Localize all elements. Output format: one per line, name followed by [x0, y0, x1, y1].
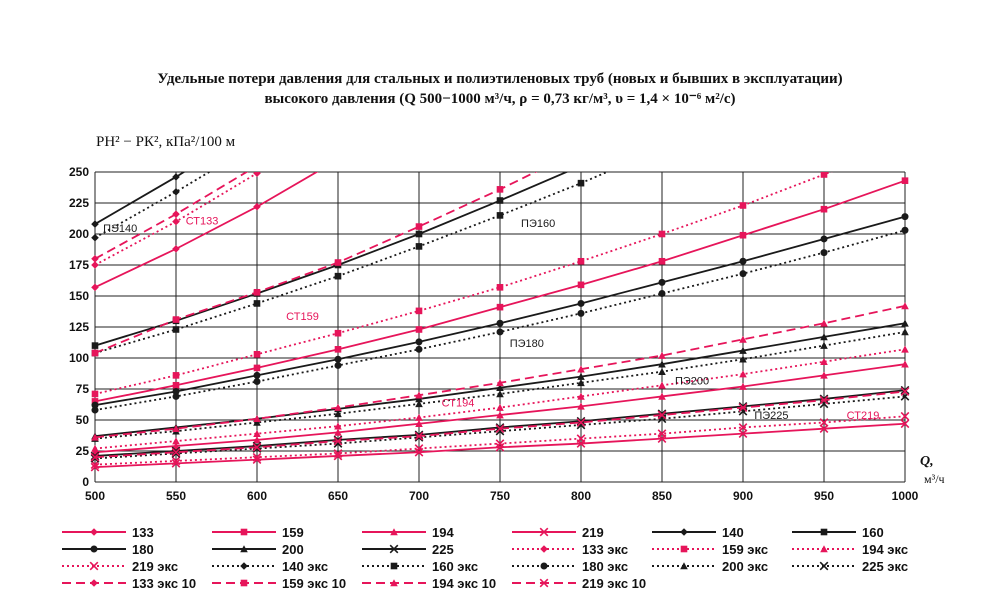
legend-item: [362, 525, 454, 540]
data-point: [416, 223, 423, 230]
data-point: [415, 414, 423, 421]
data-point: [497, 212, 504, 219]
data-point: [658, 368, 666, 375]
data-point: [416, 338, 423, 345]
data-point: [254, 378, 261, 385]
legend-item: [362, 559, 478, 574]
legend-label: 140: [722, 525, 744, 540]
x-tick-label: 950: [813, 489, 835, 503]
legend-item: [512, 559, 628, 574]
series-133: [91, 0, 905, 291]
data-point: [173, 393, 180, 400]
series-annotation: ПЭ140: [103, 222, 138, 235]
data-point: [91, 284, 99, 292]
legend-label: 133 экс: [582, 542, 629, 557]
data-point: [335, 362, 342, 369]
data-point: [902, 213, 909, 220]
data-point: [821, 249, 828, 256]
legend-marker: [680, 562, 688, 569]
y-tick-label: 250: [68, 165, 89, 179]
y-tick-label: 25: [75, 444, 89, 458]
x-tick-label: 1000: [891, 489, 919, 503]
legend-item: [652, 559, 768, 574]
legend-item: [212, 576, 346, 591]
series-annotation: СТ159: [286, 310, 319, 323]
legend-item: [62, 542, 154, 557]
data-point: [172, 437, 180, 444]
series-annotation: ПЭ180: [509, 338, 544, 351]
legend-item: [512, 576, 646, 591]
data-point: [172, 245, 180, 253]
legend-item: [362, 576, 496, 591]
data-point: [91, 255, 99, 263]
legend-marker: [820, 545, 828, 552]
y-tick-label: 50: [75, 413, 89, 427]
legend-item: [512, 525, 604, 540]
data-point: [821, 171, 828, 178]
x-tick-label: 850: [651, 489, 673, 503]
legend-label: 159 экс: [722, 542, 769, 557]
y-axis-label: PН² − PК², кПа²/100 м: [96, 134, 236, 150]
data-point: [173, 382, 180, 389]
legend-label: 133: [132, 525, 154, 540]
legend-marker: [91, 546, 98, 553]
legend: [62, 525, 908, 591]
legend-item: [792, 525, 884, 540]
legend-item: [792, 542, 908, 557]
data-point: [253, 203, 261, 211]
data-point: [578, 282, 585, 289]
data-point: [416, 231, 423, 238]
data-point: [902, 177, 909, 184]
data-point: [659, 258, 666, 265]
legend-marker: [241, 529, 248, 536]
x-tick-label: 900: [732, 489, 754, 503]
legend-item: [212, 525, 304, 540]
data-point: [497, 320, 504, 327]
legend-marker: [90, 528, 98, 536]
data-point: [335, 259, 342, 266]
legend-label: 219 экс 10: [582, 576, 647, 591]
x-tick-label: 800: [570, 489, 592, 503]
data-point: [92, 350, 99, 357]
data-point: [659, 231, 666, 238]
data-point: [578, 180, 585, 187]
x-tick-label: 550: [165, 489, 187, 503]
series-annotation: ПЭ225: [754, 410, 789, 423]
data-point: [254, 300, 261, 307]
data-point: [901, 346, 909, 353]
y-tick-label: 225: [68, 196, 89, 210]
legend-item: [62, 525, 154, 540]
data-point: [92, 407, 99, 414]
data-point: [173, 316, 180, 323]
legend-label: 159 экс 10: [282, 576, 347, 591]
data-point: [254, 372, 261, 379]
data-point: [335, 330, 342, 337]
data-point: [92, 391, 99, 398]
legend-label: 194: [432, 525, 454, 540]
legend-item: [652, 525, 744, 540]
data-point: [901, 328, 909, 335]
data-point: [497, 197, 504, 204]
data-point: [91, 220, 99, 228]
legend-item: [62, 559, 178, 574]
series-140: [91, 0, 905, 228]
data-point: [416, 308, 423, 315]
legend-label: 200: [282, 542, 304, 557]
y-tick-label: 175: [68, 258, 89, 272]
legend-marker: [241, 580, 248, 587]
legend-marker: [820, 562, 828, 570]
legend-marker: [540, 545, 548, 553]
series-160: [92, 5, 905, 349]
data-point: [335, 356, 342, 363]
legend-marker: [391, 563, 398, 570]
legend-item: [212, 542, 304, 557]
legend-label: 180 экс: [582, 559, 629, 574]
x-tick-label: 600: [246, 489, 268, 503]
series-annotation: СТ133: [185, 215, 219, 228]
legend-label: 225 экс: [862, 559, 909, 574]
y-tick-label: 200: [68, 227, 89, 241]
legend-label: 160 экс: [432, 559, 479, 574]
legend-label: 194 экс 10: [432, 576, 497, 591]
series-annotation: СТ194: [441, 397, 475, 410]
y-tick-label: 150: [68, 289, 89, 303]
y-tick-label: 125: [68, 320, 89, 334]
x-tick-label: 700: [408, 489, 430, 503]
data-point: [91, 234, 99, 242]
series-annotation: СТ219: [846, 410, 880, 423]
y-tick-label: 0: [82, 475, 89, 489]
data-point: [91, 445, 99, 452]
data-point: [172, 210, 180, 218]
data-point: [416, 346, 423, 353]
data-point: [335, 346, 342, 353]
data-point: [902, 227, 909, 234]
legend-label: 140 экс: [282, 559, 329, 574]
legend-label: 160: [862, 525, 884, 540]
legend-label: 225: [432, 542, 454, 557]
chart-title-line-1: Удельные потери давления для стальных и полиэтиленовых труб (новых и бывших в эксплуатации): [157, 71, 843, 87]
legend-marker: [90, 562, 98, 570]
legend-item: [792, 559, 908, 574]
data-point: [658, 381, 666, 388]
data-point: [254, 289, 261, 296]
data-point: [497, 328, 504, 335]
legend-label: 159: [282, 525, 304, 540]
data-point: [497, 186, 504, 193]
data-point: [497, 304, 504, 311]
data-point: [820, 342, 828, 349]
data-point: [172, 188, 180, 196]
series-annotation: ПЭ200: [674, 375, 710, 388]
x-axis-label: Q,: [920, 454, 934, 469]
legend-marker: [541, 563, 548, 570]
legend-item: [512, 542, 628, 557]
x-tick-label: 500: [84, 489, 106, 503]
data-point: [497, 284, 504, 291]
legend-label: 219 экс: [132, 559, 179, 574]
data-point: [659, 279, 666, 286]
legend-item: [362, 542, 454, 557]
data-point: [172, 218, 180, 226]
legend-label: 200 экс: [722, 559, 769, 574]
data-point: [821, 206, 828, 213]
data-point: [821, 235, 828, 242]
legend-marker: [90, 579, 98, 587]
data-point: [496, 404, 504, 411]
legend-label: 194 экс: [862, 542, 909, 557]
legend-item: [212, 559, 328, 574]
series-159-экс: [92, 142, 905, 397]
data-point: [254, 365, 261, 372]
legend-label: 219: [582, 525, 604, 540]
data-point: [173, 326, 180, 333]
data-point: [416, 243, 423, 250]
data-point: [659, 290, 666, 297]
series-annotation: ПЭ160: [521, 217, 556, 230]
legend-marker: [681, 546, 688, 553]
legend-marker: [821, 529, 828, 536]
legend-marker: [680, 528, 688, 536]
data-point: [740, 202, 747, 209]
data-point: [92, 342, 99, 349]
x-tick-label: 650: [327, 489, 349, 503]
data-point: [254, 351, 261, 358]
data-point: [740, 258, 747, 265]
data-point: [173, 372, 180, 379]
data-point: [578, 300, 585, 307]
data-point: [253, 169, 261, 177]
data-point: [578, 258, 585, 265]
legend-marker: [240, 562, 248, 570]
data-point: [335, 273, 342, 280]
legend-label: 180: [132, 542, 154, 557]
legend-item: [62, 576, 196, 591]
data-point: [578, 310, 585, 317]
legend-label: 133 экс 10: [132, 576, 197, 591]
chart-title-line-2: высокого давления (Q 500−1000 м³/ч, ρ = 0,73 кг/м³, υ = 1,4 × 10⁻⁶ м²/с): [264, 91, 736, 107]
legend-item: [652, 542, 768, 557]
series-159-экс-10: [92, 0, 905, 356]
x-tick-label: 750: [489, 489, 511, 503]
y-tick-label: 100: [68, 351, 89, 365]
data-point: [740, 232, 747, 239]
data-point: [740, 270, 747, 277]
x-axis-unit: м³/ч: [924, 472, 945, 486]
data-point: [416, 326, 423, 333]
y-tick-label: 75: [75, 382, 89, 396]
series-140-экс: [91, 0, 905, 242]
